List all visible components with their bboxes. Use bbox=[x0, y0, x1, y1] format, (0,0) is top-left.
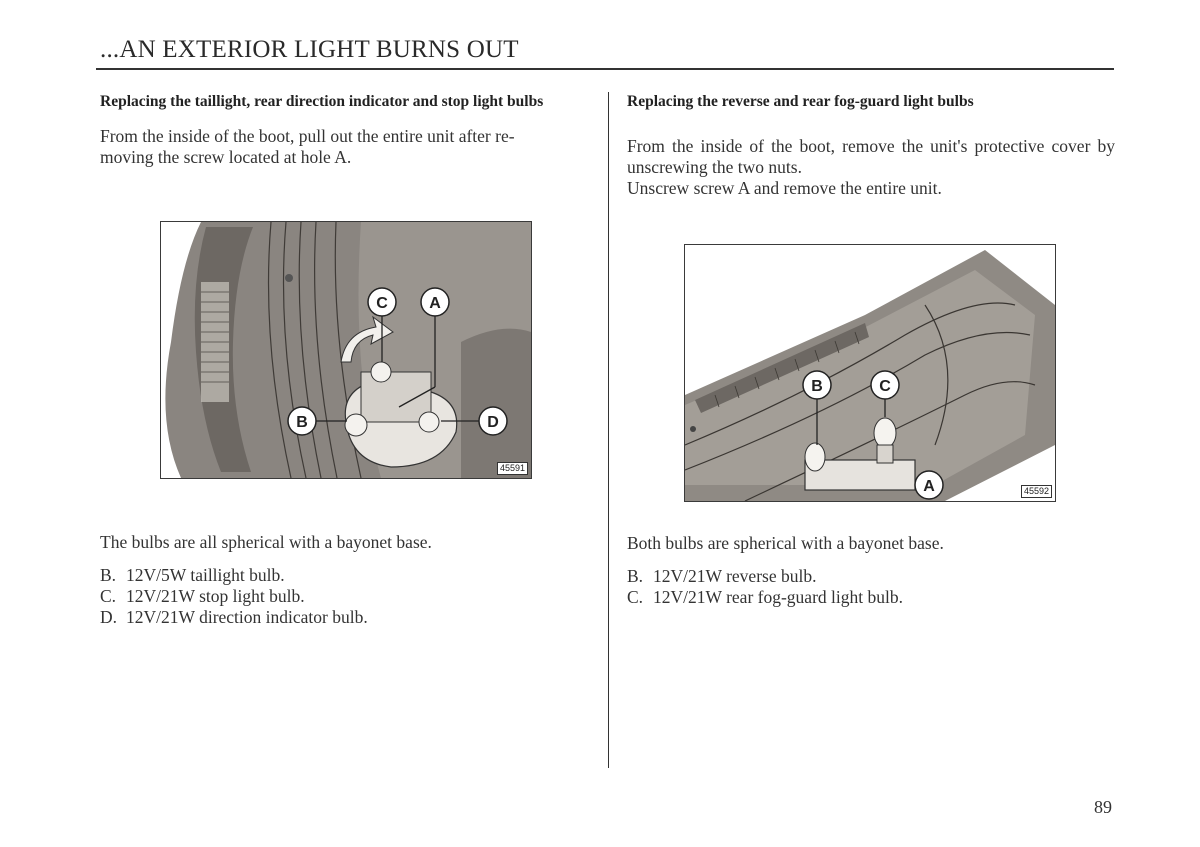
left-note: The bulbs are all spherical with a bayonet base. bbox=[100, 532, 432, 552]
left-column bbox=[100, 92, 592, 168]
left-heading: Replacing the taillight, rear direction indicator and stop light bulbs bbox=[100, 93, 544, 110]
figure-number: 45592 bbox=[1021, 485, 1052, 498]
callout-c bbox=[368, 288, 396, 316]
svg-text:C: C bbox=[879, 378, 891, 395]
right-note: Both bulbs are spherical with a bayonet base. bbox=[627, 533, 944, 553]
svg-text:A: A bbox=[923, 478, 935, 495]
list-item: C. 12V/21W rear fog-guard light bulb. bbox=[627, 587, 903, 607]
svg-text:C: C bbox=[376, 295, 388, 312]
page-title: ...AN EXTERIOR LIGHT BURNS OUT bbox=[100, 36, 519, 63]
reverse-fog-illustration bbox=[685, 245, 1055, 501]
left-bulb-list bbox=[100, 565, 592, 628]
callout-b bbox=[803, 371, 831, 399]
left-lower bbox=[100, 532, 592, 628]
callout-a bbox=[421, 288, 449, 316]
right-intro-2: Unscrew screw A and remove the entire unit. bbox=[627, 178, 942, 198]
right-heading: Replacing the reverse and rear fog-guard light bulbs bbox=[627, 93, 974, 110]
callout-c bbox=[871, 371, 899, 399]
right-bulb-list bbox=[627, 566, 1115, 608]
right-intro: From the inside of the boot, remove the unit's protective cover by unscrewing the two nuts. bbox=[627, 136, 1115, 177]
left-intro-line-1: From the inside of the boot, pull out the entire unit after re- bbox=[100, 126, 515, 146]
column-divider bbox=[608, 92, 609, 768]
page-number: 89 bbox=[1094, 797, 1112, 817]
title-rule bbox=[96, 68, 1114, 70]
right-lower bbox=[627, 533, 1115, 608]
list-item: C. 12V/21W stop light bulb. bbox=[100, 586, 305, 606]
callout-d bbox=[479, 407, 507, 435]
list-item: D. 12V/21W direction indicator bulb. bbox=[100, 607, 368, 627]
reverse-fog-figure bbox=[684, 244, 1056, 502]
taillight-figure bbox=[160, 221, 532, 479]
figure-number: 45591 bbox=[497, 462, 528, 475]
svg-text:D: D bbox=[487, 414, 499, 431]
taillight-illustration bbox=[161, 222, 531, 478]
callout-b bbox=[288, 407, 316, 435]
list-item: B. 12V/5W taillight bulb. bbox=[100, 565, 285, 585]
svg-text:B: B bbox=[296, 414, 308, 431]
svg-text:A: A bbox=[429, 295, 441, 312]
svg-text:B: B bbox=[811, 378, 823, 395]
right-column bbox=[627, 92, 1115, 199]
list-item: B. 12V/21W reverse bulb. bbox=[627, 566, 817, 586]
left-intro-line-2: moving the screw located at hole A. bbox=[100, 147, 352, 167]
callout-a bbox=[915, 471, 943, 499]
